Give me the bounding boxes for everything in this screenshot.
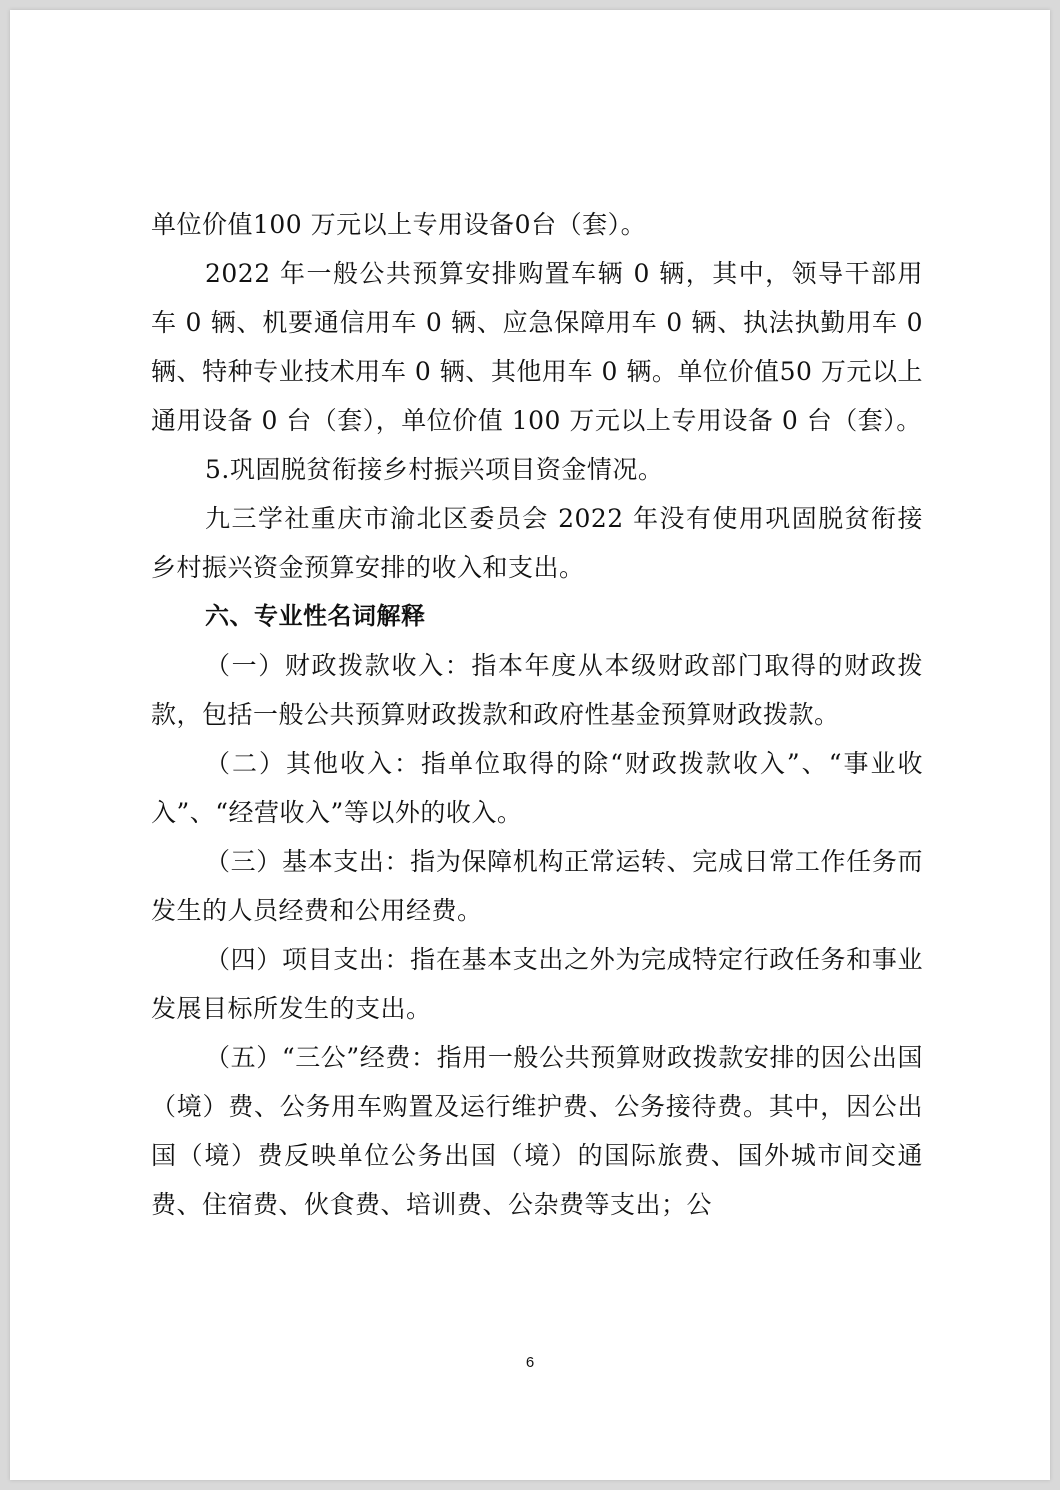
paragraph-term-basic-expenditure: （三）基本支出：指为保障机构正常运转、完成日常工作任务而发生的人员经费和公用经费。 (151, 847, 923, 925)
page-body (151, 200, 923, 1229)
paragraph-equipment-continued: 单位价值100 万元以上专用设备0台（套）。 (151, 210, 647, 239)
paragraph-poverty-fund-body: 九三学社重庆市渝北区委员会 2022 年没有使用巩固脱贫衔接乡村振兴资金预算安排的收入和支出。 (151, 504, 923, 582)
paragraph-term-fiscal-income: （一）财政拨款收入：指本年度从本级财政部门取得的财政拨款，包括一般公共预算财政拨款和政府性基金预算财政拨款。 (151, 651, 923, 729)
paragraph-poverty-fund-title: 5.巩固脱贫衔接乡村振兴项目资金情况。 (205, 455, 664, 484)
page-number: 6 (525, 1354, 535, 1371)
document-page (10, 10, 1050, 1480)
paragraph-term-project-expenditure: （四）项目支出：指在基本支出之外为完成特定行政任务和事业发展目标所发生的支出。 (151, 945, 923, 1023)
section-heading-terms: 六、专业性名词解释 (205, 602, 426, 630)
paragraph-term-other-income: （二）其他收入：指单位取得的除“财政拨款收入”、“事业收入”、“经营收入”等以外的收入。 (151, 749, 923, 827)
paragraph-term-three-public: （五）“三公”经费：指用一般公共预算财政拨款安排的因公出国（境）费、公务用车购置及运行维护费、公务接待费。其中，因公出国（境）费反映单位公务出国（境）的国际旅费、国外城市间交通费、住宿费、伙食费、培训费、公杂费等支出；公 (151, 1043, 923, 1219)
paragraph-vehicle-purchase: 2022 年一般公共预算安排购置车辆 0 辆，其中，领导干部用车 0 辆、机要通信用车 0 辆、应急保障用车 0 辆、执法执勤用车 0 辆、特种专业技术用车 0 辆、其他用车 0 辆。单位价值50 万元以上通用设备 0 台（套），单位价值 100 万元以上专用设备 0 台（套）。 (151, 259, 923, 435)
